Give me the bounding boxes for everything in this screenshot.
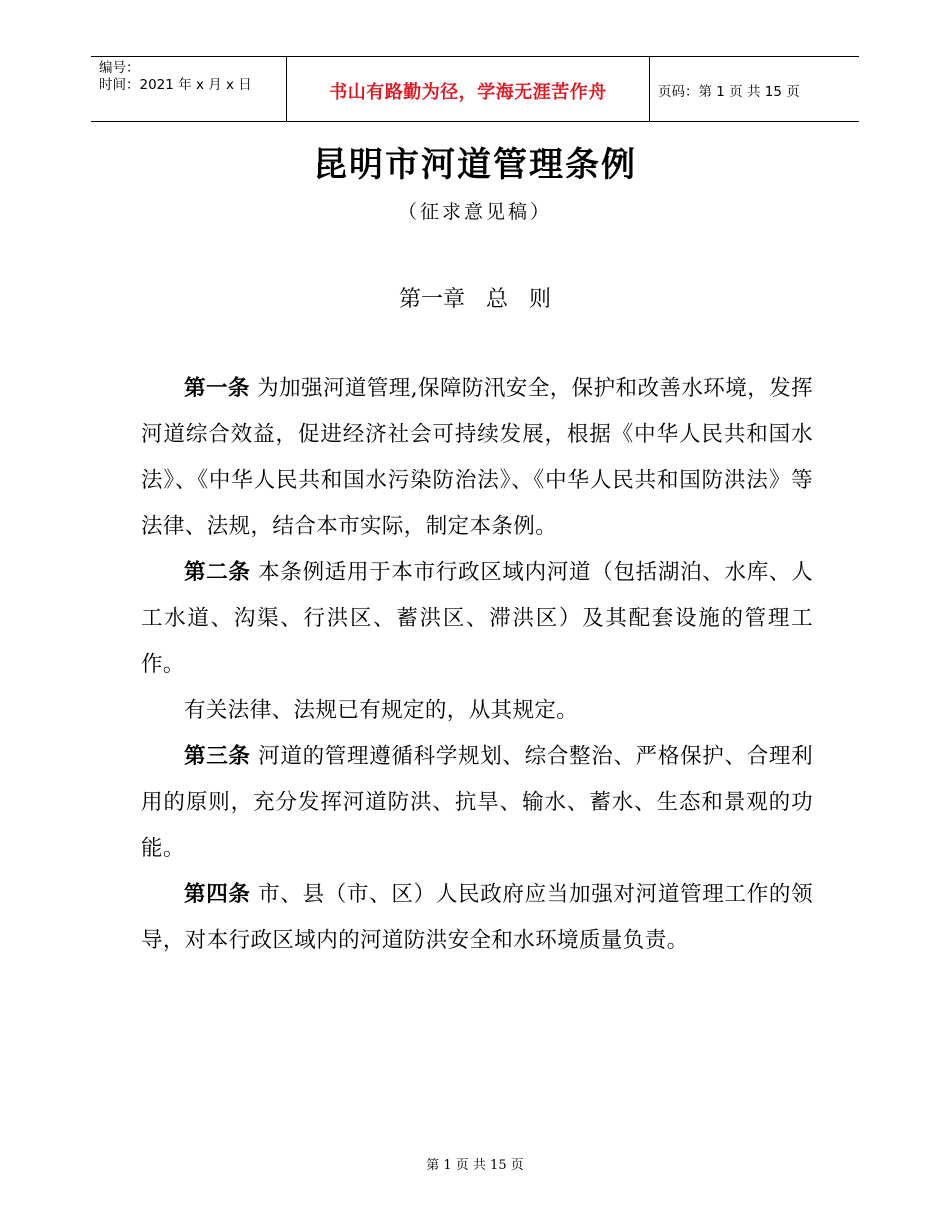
document-number-label: 编号：	[99, 60, 140, 76]
article-paragraph	[141, 872, 813, 964]
article-paragraph	[141, 550, 813, 688]
article-number: 第三条	[184, 744, 251, 769]
chapter-heading: 第一章 总 则	[399, 287, 551, 312]
document-subtitle: （征求意见稿）	[397, 201, 552, 223]
article-text: 河道的管理遵循科学规划、综合整治、严格保护、合理利用的原则，充分发挥河道防洪、抗旱、输水、蓄水、生态和景观的功能。	[141, 744, 814, 861]
article-text: 有关法律、法规已有规定的，从其规定。	[184, 698, 579, 723]
document-title: 昆明市河道管理条例	[313, 145, 637, 185]
article-number: 第一条	[184, 376, 250, 401]
article-text: 市、县（市、区）人民政府应当加强对河道管理工作的领导，对本行政区域内的河道防洪安全和水环境质量负责。	[141, 882, 814, 953]
header-page-info: 页码：第 1 页 共 15 页	[658, 84, 800, 100]
page-footer: 第 1 页 共 15 页	[426, 1158, 524, 1173]
page-header	[91, 56, 859, 122]
article-paragraph	[141, 688, 813, 734]
article-text: 本条例适用于本市行政区域内河道（包括湖泊、水库、人工水道、沟渠、行洪区、蓄洪区、滞洪区）及其配套设施的管理工作。	[141, 560, 814, 677]
article-number: 第二条	[184, 560, 251, 585]
article-paragraph	[141, 366, 813, 550]
article-number: 第四条	[184, 882, 251, 907]
document-body	[141, 366, 813, 964]
article-text: 为加强河道管理,保障防汛安全，保护和改善水环境，发挥河道综合效益，促进经济社会可持续发展，根据《中华人民共和国水法》、《中华人民共和国水污染防治法》、《中华人民共和国防洪法》等法律、法规，结合本市实际，制定本条例。	[141, 376, 813, 539]
header-motto: 书山有路勤为径，学海无涯苦作舟	[287, 57, 650, 121]
article-paragraph	[141, 734, 813, 872]
header-meta	[91, 57, 287, 121]
document-date: 时间：2021 年 x 月 x 日	[99, 77, 252, 93]
